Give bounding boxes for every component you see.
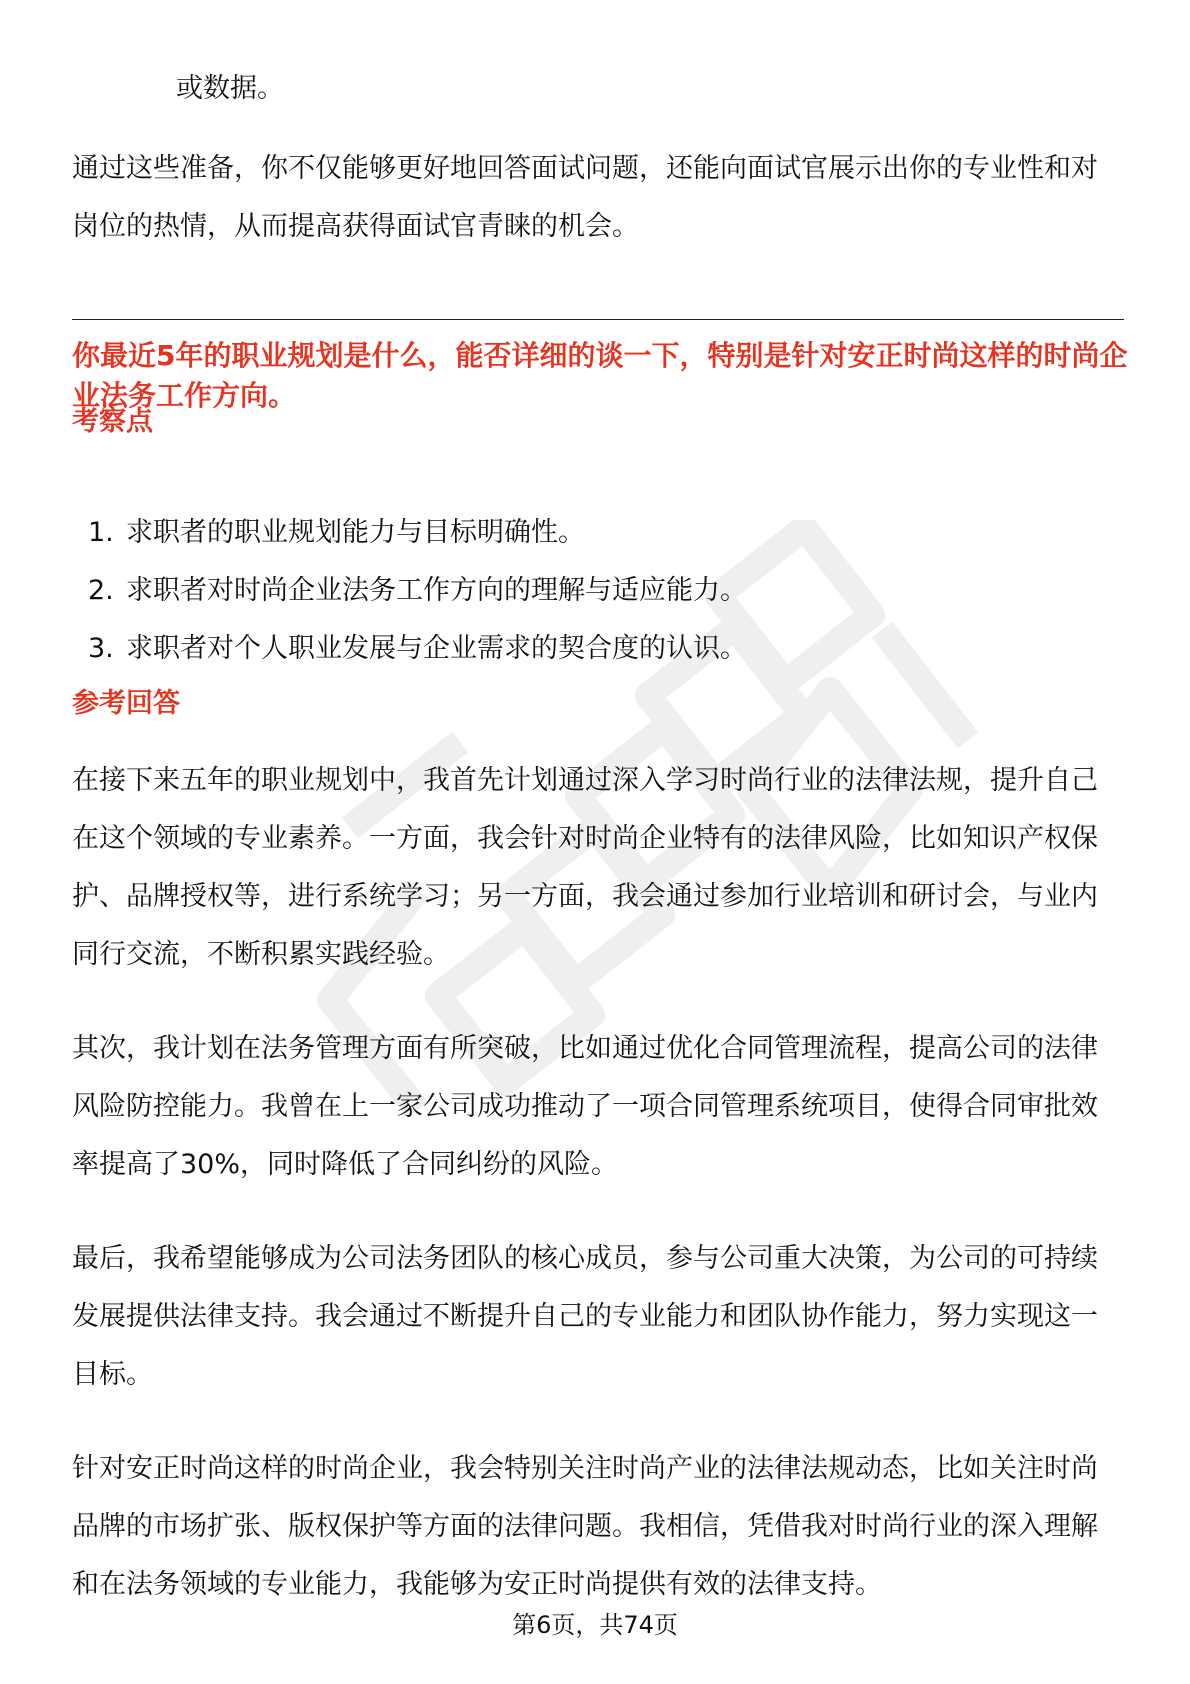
list-item bbox=[72, 620, 1112, 678]
answer-paragraph-4: 针对安正时尚这样的时尚企业，我会特别关注时尚产业的法律法规动态，比如关注时尚品牌的市场扩张、版权保护等方面的法律问题。我相信，凭借我对时尚行业的深入理解和在法务领域的专业能力，我能够为安正时尚提供有效的法律支持。 bbox=[72, 1453, 1098, 1600]
answer-paragraph-2: 其次，我计划在法务管理方面有所突破，比如通过优化合同管理流程，提高公司的法律风险防控能力。我曾在上一家公司成功推动了一项合同管理系统项目，使得合同审批效率提高了30%，同时降低了合同纠纷的风险。 bbox=[72, 1033, 1098, 1180]
intro-tail-text: 或数据。 bbox=[176, 73, 284, 104]
section-divider bbox=[72, 319, 1124, 320]
answer-paragraph-3: 最后，我希望能够成为公司法务团队的核心成员，参与公司重大决策，为公司的可持续发展提供法律支持。我会通过不断提升自己的专业能力和团队协作能力，努力实现这一目标。 bbox=[72, 1243, 1098, 1390]
closing-paragraph: 通过这些准备，你不仅能够更好地回答面试问题，还能向面试官展示出你的专业性和对岗位的热情，从而提高获得面试官青睐的机会。 bbox=[72, 153, 1098, 242]
assessment-list bbox=[72, 504, 1112, 678]
question-heading: 你最近5年的职业规划是什么，能否详细的谈一下，特别是针对安正时尚这样的时尚企业法务工作方向。 bbox=[72, 339, 1128, 412]
answer-label: 参考回答 bbox=[72, 688, 180, 719]
page-footer: 第6页，共74页 bbox=[512, 1611, 678, 1639]
list-item bbox=[72, 562, 1112, 620]
list-item-number: 3. bbox=[88, 633, 114, 664]
list-item-text: 求职者对个人职业发展与企业需求的契合度的认识。 bbox=[126, 633, 747, 664]
list-item-number: 2. bbox=[88, 575, 114, 606]
list-item-number: 1. bbox=[88, 517, 114, 548]
answer-paragraph-1: 在接下来五年的职业规划中，我首先计划通过深入学习时尚行业的法律法规，提升自己在这个领域的专业素养。一方面，我会针对时尚企业特有的法律风险，比如知识产权保护、品牌授权等，进行系统学习；另一方面，我会通过参加行业培训和研讨会，与业内同行交流，不断积累实践经验。 bbox=[72, 765, 1098, 970]
list-item bbox=[72, 504, 1112, 562]
list-item-text: 求职者的职业规划能力与目标明确性。 bbox=[126, 517, 585, 548]
list-item-text: 求职者对时尚企业法务工作方向的理解与适应能力。 bbox=[126, 575, 747, 606]
assessment-label: 考察点 bbox=[72, 406, 153, 437]
